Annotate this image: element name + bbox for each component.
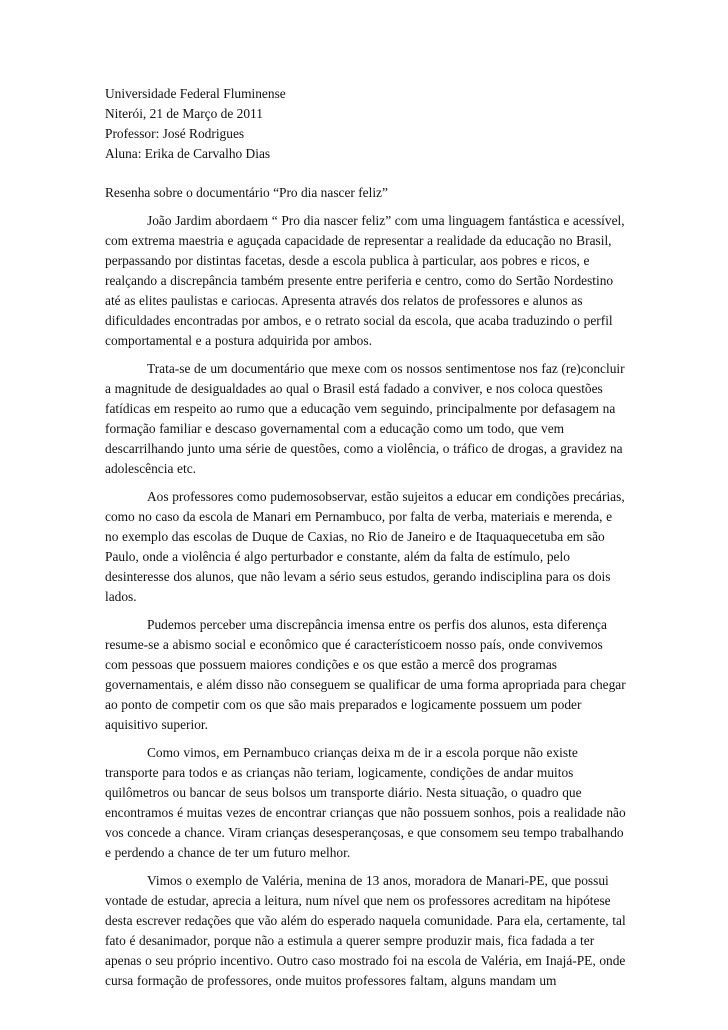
document-title: Resenha sobre o documentário “Pro dia nascer feliz” bbox=[105, 185, 388, 200]
place-date: Niterói, 21 de Março de 2011 bbox=[105, 106, 263, 121]
professor-name: Professor: José Rodrigues bbox=[105, 126, 245, 141]
paragraph-4: Pudemos perceber uma discrepância imensa entre os perfis dos alunos, esta diferença resume-se a abismo social e econômico que é característicoem nosso país, onde convivemos com pessoas que possuem maiores condições e os que estão a mercê dos programas governamentais, e além disso não conseguem se qualificar de uma forma apropriada para chegar ao ponto de competir com os que são mais preparados e logicamente possuem um poder aquisitivo superior. bbox=[105, 617, 626, 732]
paragraph-3: Aos professores como pudemosobservar, estão sujeitos a educar em condições precárias, como no caso da escola de Manari em Pernambuco, por falta de verba, materiais e merenda, e no exemplo das escolas de Duque de Caxias, no Rio de Janeiro e de Itaquaquecetuba em são Paulo, onde a violência é algo perturbador e constante, além da falta de estímulo, pelo desinteresse dos alunos, que não levam a sério seus estudos, gerando indisciplina para os dois lados. bbox=[105, 489, 625, 604]
university-name: Universidade Federal Fluminense bbox=[105, 86, 286, 101]
student-name: Aluna: Erika de Carvalho Dias bbox=[105, 146, 271, 161]
paragraph-1: João Jardim abordaem “ Pro dia nascer feliz” com uma linguagem fantástica e acessível, com extrema maestria e aguçada capacidade de representar a realidade da educação no Brasil, perpassando por distintas facetas, desde a escola publica à particular, aos pobres e ricos, e realçando a discrepância também presente entre periferia e centro, como do Sertão Nordestino até as elites paulistas e cariocas. Apresenta através dos relatos de professores e alunos as dificuldades encontradas por ambos, e o retrato social da escola, que acaba traduzindo o perfil comportamental e a postura adquirida por ambos. bbox=[105, 213, 625, 348]
paragraph-5: Como vimos, em Pernambuco crianças deixa m de ir a escola porque não existe transporte para todos e as crianças não teriam, logicamente, condições de andar muitos quilômetros ou bancar de seus bolsos um transporte diário. Nesta situação, o quadro que encontramos é muitas vezes de encontrar crianças que não possuem sonhos, pois a realidade não vos concede a chance. Viram crianças desesperançosas, e que consomem seu tempo trabalhando e perdendo a chance de ter um futuro melhor. bbox=[105, 745, 626, 860]
paragraph-6: Vimos o exemplo de Valéria, menina de 13 anos, moradora de Manari-PE, que possui vontade de estudar, aprecia a leitura, num nível que nem os professores acreditam na hipótese desta escrever redações que vão além do esperado naquela comunidade. Para ela, certamente, tal fato é desanimador, porque não a estimula a querer sempre produzir mais, fica fadada a ter apenas o seu próprio incentivo. Outro caso mostrado foi na escola de Valéria, em Inajá-PE, onde cursa formação de professores, onde muitos professores faltam, alguns mandam um bbox=[105, 873, 626, 988]
document-body bbox=[105, 84, 627, 991]
header-spacer bbox=[105, 164, 627, 183]
paragraph-2: Trata-se de um documentário que mexe com os nossos sentimentose nos faz (re)concluir a magnitude de desigualdades ao qual o Brasil está fadado a conviver, e nos coloca questões fatídicas em respeito ao rumo que a educação vem seguindo, principalmente por defasagem na formação familiar e descaso governamental com a educação como um todo, que vem descarrilhando junto uma série de questões, como a violência, o tráfico de drogas, a gravidez na adolescência etc. bbox=[105, 361, 625, 476]
